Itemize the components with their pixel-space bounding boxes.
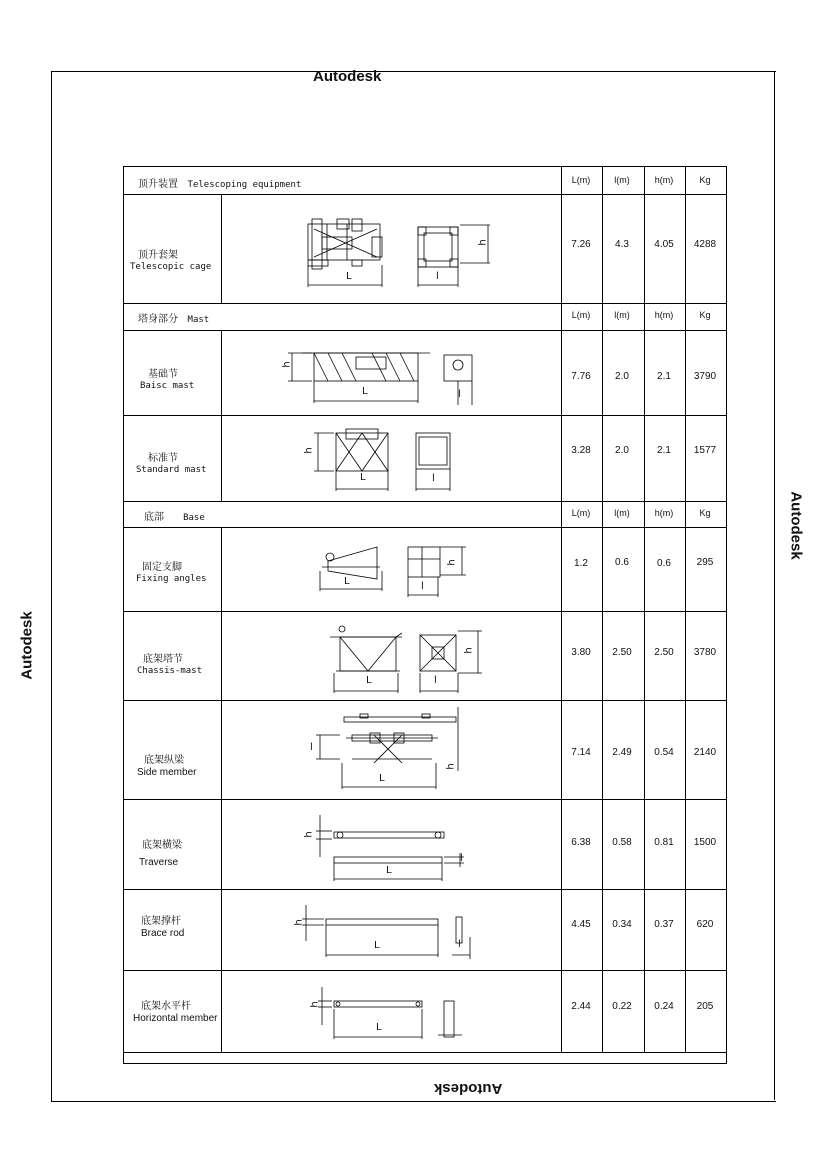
value-L: 2.44 — [571, 1001, 591, 1012]
watermark-left: Autodesk — [18, 611, 36, 680]
value-kg: 295 — [696, 557, 714, 568]
row-name-brace-rod: 底架撑杆 — [141, 916, 181, 927]
dim-label-L: L — [386, 865, 392, 876]
value-kg: 2140 — [693, 747, 717, 758]
dim-label-l: l — [458, 939, 461, 950]
dim-label-h: h — [463, 647, 475, 654]
section-base-title: 底部 Base — [144, 512, 205, 523]
telescopic-cage-drawing — [308, 219, 490, 287]
col-header-h: h(m) — [654, 508, 674, 518]
value-l: 0.34 — [612, 919, 632, 930]
row-name-basic-mast: 基础节 — [148, 369, 178, 380]
brace-rod-drawing — [302, 905, 470, 959]
dim-label-h: h — [446, 559, 458, 566]
dim-label-l: l — [458, 389, 461, 400]
row-name-chassis-mast: 底架塔节 — [143, 654, 183, 665]
row-name-en-chassis-mast: Chassis-mast — [137, 666, 203, 676]
value-kg: 205 — [696, 1001, 714, 1012]
row-name-side-member: 底架纵梁 — [144, 755, 184, 766]
row-name-en-telescopic-cage: Telescopic cage — [130, 262, 212, 272]
page-frame-right — [774, 71, 775, 1100]
dim-label-h: h — [445, 763, 457, 770]
col-header-kg: Kg — [699, 310, 711, 320]
row-name-en-side-member: Side member — [137, 767, 197, 778]
value-h: 2.1 — [657, 445, 671, 456]
side-member-drawing — [316, 707, 458, 789]
dim-label-L: L — [344, 576, 350, 587]
value-L: 4.45 — [571, 919, 591, 930]
col-header-kg: Kg — [699, 508, 711, 518]
dim-label-h: h — [303, 831, 315, 838]
dim-label-L: L — [360, 472, 366, 483]
value-kg: 1577 — [693, 445, 717, 456]
watermark-right: Autodesk — [787, 491, 805, 560]
row-name-horizontal-member: 底架水平杆 — [141, 1001, 191, 1012]
value-L: 7.26 — [571, 239, 591, 250]
value-h: 4.05 — [654, 239, 674, 250]
horizontal-member-drawing — [318, 987, 462, 1039]
value-kg: 620 — [696, 919, 714, 930]
component-table — [123, 166, 727, 1064]
value-L: 3.80 — [571, 647, 591, 658]
row-name-standard-mast: 标准节 — [148, 453, 178, 464]
col-header-l: l(m) — [614, 175, 630, 185]
dim-label-L: L — [366, 675, 372, 686]
value-h: 0.6 — [657, 558, 671, 569]
fixing-angles-drawing — [320, 547, 466, 597]
value-L: 3.28 — [571, 445, 591, 456]
dim-label-l: l — [421, 581, 424, 592]
value-kg: 3790 — [693, 371, 717, 382]
value-kg: 3780 — [693, 647, 717, 658]
row-name-telescopic-cage: 顶升套架 — [138, 250, 178, 261]
row-name-traverse: 底架横梁 — [142, 840, 182, 851]
dim-label-L: L — [379, 773, 385, 784]
value-kg: 4288 — [693, 239, 717, 250]
value-l: 4.3 — [615, 239, 629, 250]
value-h: 0.81 — [654, 837, 674, 848]
row-name-en-traverse: Traverse — [139, 857, 179, 868]
chassis-mast-drawing — [330, 626, 482, 693]
dim-label-l: l — [432, 473, 435, 484]
row-name-en-horizontal-member: Horizontal member — [133, 1013, 218, 1024]
row-name-fixing-angles: 固定支脚 — [142, 562, 182, 573]
row-name-en-basic-mast: Baisc mast — [140, 381, 195, 391]
value-h: 2.1 — [657, 371, 671, 382]
basic-mast-drawing — [288, 353, 472, 405]
section-mast-title: 塔身部分 Mast — [138, 314, 210, 325]
section-telescoping-title: 顶升装置 Telescoping equipment — [138, 179, 302, 190]
col-header-h: h(m) — [654, 310, 674, 320]
value-l: 2.0 — [615, 445, 629, 456]
row-name-en-fixing-angles: Fixing angles — [136, 574, 207, 584]
watermark-top: Autodesk — [313, 68, 382, 85]
dim-label-h: h — [293, 919, 305, 926]
value-L: 6.38 — [571, 837, 591, 848]
dim-label-l: l — [436, 271, 439, 282]
dim-label-L: L — [374, 940, 380, 951]
value-L: 7.76 — [571, 371, 591, 382]
value-l: 0.58 — [612, 837, 632, 848]
value-h: 0.37 — [654, 919, 674, 930]
value-h: 0.54 — [654, 747, 674, 758]
dim-label-l: l — [460, 853, 463, 864]
value-h: 0.24 — [654, 1001, 674, 1012]
dim-label-L: L — [346, 271, 352, 282]
row-name-en-brace-rod: Brace rod — [141, 928, 185, 939]
col-header-L: L(m) — [571, 175, 591, 185]
col-header-l: l(m) — [614, 508, 630, 518]
dim-label-L: L — [376, 1022, 382, 1033]
dim-label-L: L — [362, 386, 368, 397]
dim-label-h: h — [303, 447, 315, 454]
col-header-kg: Kg — [699, 175, 711, 185]
value-h: 2.50 — [654, 647, 674, 658]
col-header-h: h(m) — [654, 175, 674, 185]
dim-label-h: h — [477, 239, 489, 246]
row-name-en-standard-mast: Standard mast — [136, 465, 207, 475]
value-l: 0.22 — [612, 1001, 632, 1012]
component-drawings — [222, 167, 561, 1052]
col-header-l: l(m) — [614, 310, 630, 320]
value-kg: 1500 — [693, 837, 717, 848]
standard-mast-drawing — [314, 429, 450, 491]
dim-label-h: h — [281, 361, 293, 368]
value-l: 2.49 — [612, 747, 632, 758]
watermark-bottom: Autodesk — [434, 1080, 503, 1097]
col-header-L: L(m) — [571, 310, 591, 320]
value-l: 2.50 — [612, 647, 632, 658]
value-l: 0.6 — [615, 557, 629, 568]
value-l: 2.0 — [615, 371, 629, 382]
col-header-L: L(m) — [571, 508, 591, 518]
value-L: 7.14 — [571, 747, 591, 758]
dim-label-l: l — [434, 675, 437, 686]
value-L: 1.2 — [574, 558, 588, 569]
dim-label-l: l — [310, 742, 313, 753]
dim-label-h: h — [309, 1001, 321, 1008]
